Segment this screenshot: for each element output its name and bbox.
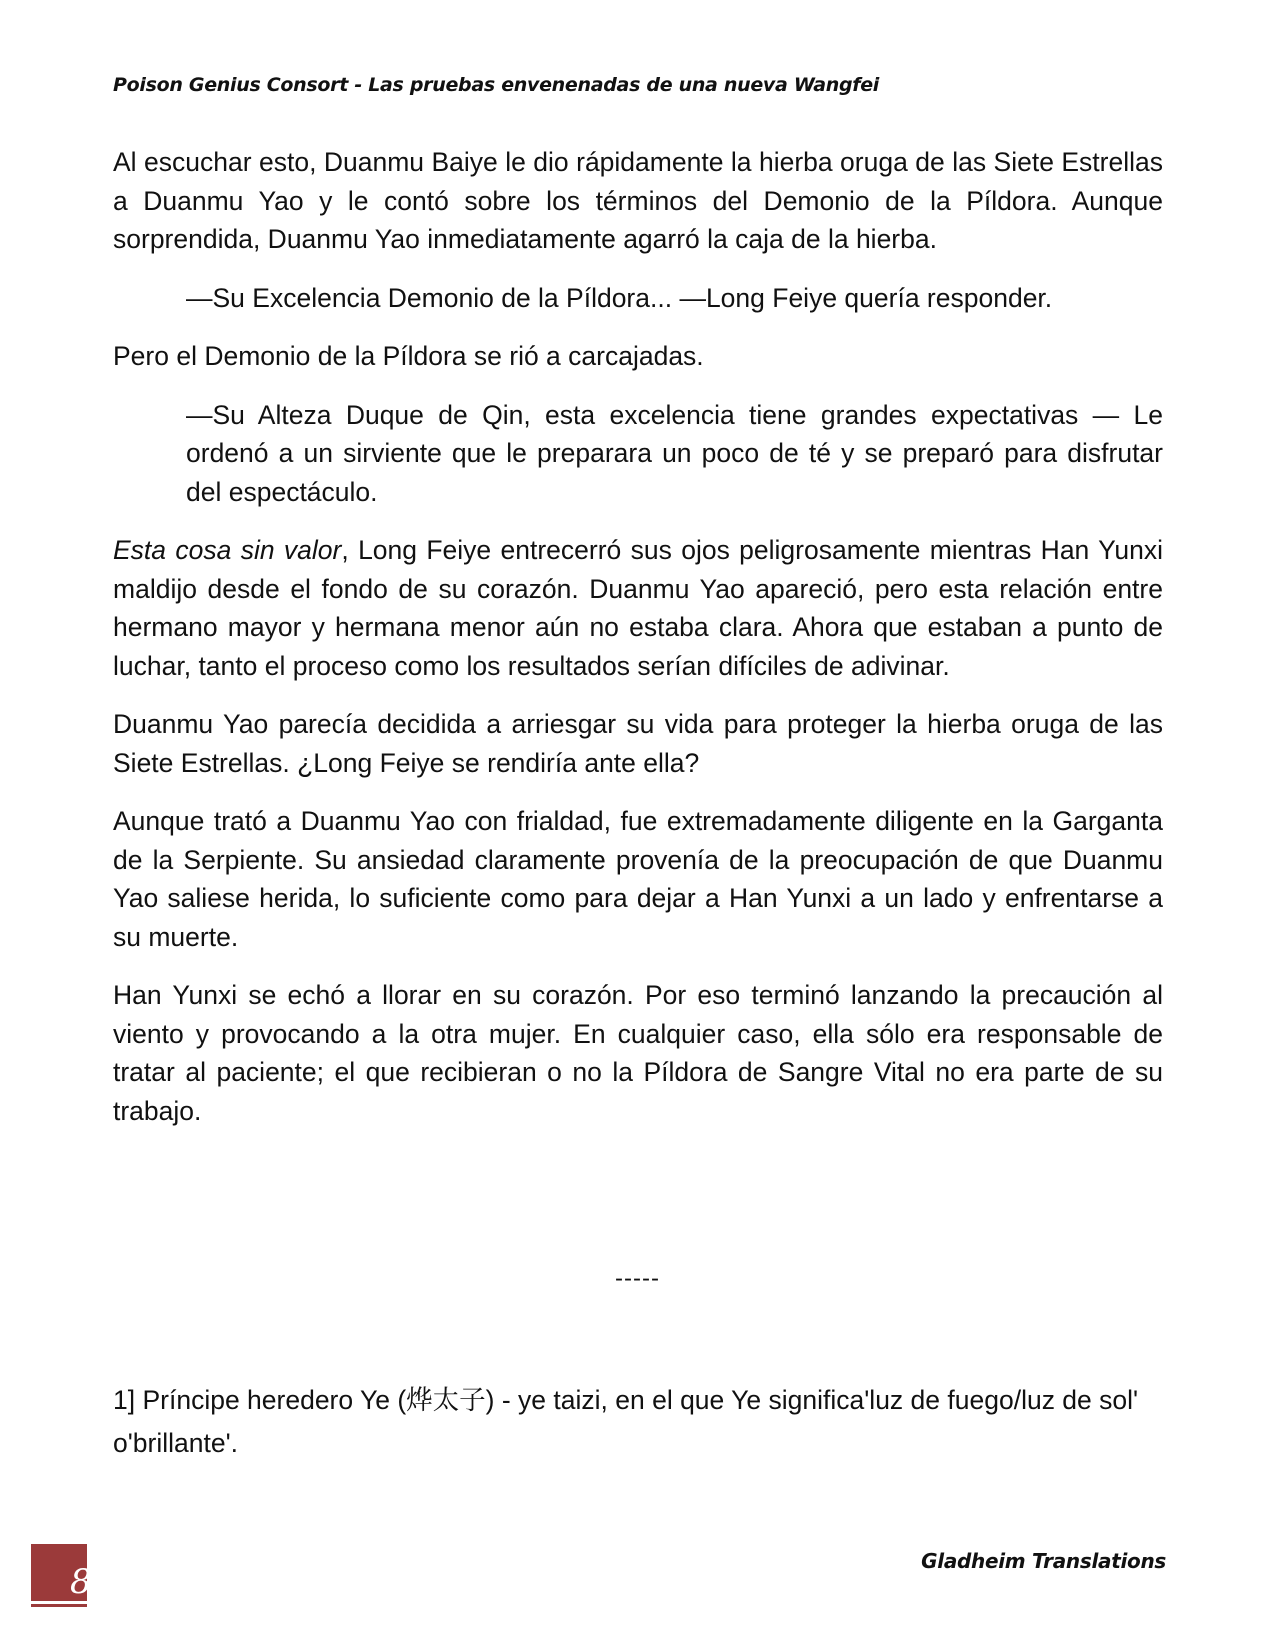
- paragraph-3-text: , Long Feiye entrecerró sus ojos peligrosamente mientras Han Yunxi maldijo desde el fondo de su corazón. Duanmu Yao apareció, pero esta relación entre hermano mayor y hermana menor aún no estaba clara. Ahora que estaban a punto de luchar, tanto el proceso como los resultados serían difíciles de adivinar.: [113, 535, 1163, 681]
- italic-thought: Esta cosa sin valor: [113, 535, 342, 565]
- page-number: 8: [70, 1562, 92, 1602]
- paragraph-4: Duanmu Yao parecía decidida a arriesgar su vida para proteger la hierba oruga de las Siete Estrellas. ¿Long Feiye se rendiría ante ella?: [113, 709, 1163, 778]
- paragraph-2: Pero el Demonio de la Píldora se rió a carcajadas.: [113, 341, 704, 371]
- dialogue-line-2: —Su Alteza Duque de Qin, esta excelencia tiene grandes expectativas — Le ordenó a un sirviente que le preparara un poco de té y se preparó para disfrutar del espectáculo.: [186, 399, 1163, 507]
- page-body: [113, 143, 1163, 1150]
- footnote: 1] Príncipe heredero Ye (烨太子) - ye taizi, en el que Ye significa'luz de fuego/luz de sol' o'brillante'.: [113, 1385, 1139, 1458]
- running-header: Poison Genius Consort - Las pruebas envenenadas de una nueva Wangfei: [113, 74, 880, 96]
- paragraph-1: Al escuchar esto, Duanmu Baiye le dio rápidamente la hierba oruga de las Siete Estrellas a Duanmu Yao y le contó sobre los términos del Demonio de la Píldora. Aunque sorprendida, Duanmu Yao inmediatamente agarró la caja de la hierba.: [113, 147, 1163, 254]
- section-divider: -----: [615, 1265, 660, 1292]
- paragraph-6: Han Yunxi se echó a llorar en su corazón. Por eso terminó lanzando la precaución al viento y provocando a la otra mujer. En cualquier caso, ella sólo era responsable de tratar al paciente; el que recibieran o no la Píldora de Sangre Vital no era parte de su trabajo.: [113, 980, 1163, 1126]
- paragraph-3: [113, 531, 1163, 685]
- dialogue-line-1: —Su Excelencia Demonio de la Píldora... —Long Feiye quería responder.: [186, 282, 1053, 313]
- paragraph-5: Aunque trató a Duanmu Yao con frialdad, fue extremadamente diligente en la Garganta de la Serpiente. Su ansiedad claramente provenía de la preocupación de que Duanmu Yao saliese herida, lo suficiente como para dejar a Han Yunxi a un lado y enfrentarse a su muerte.: [113, 806, 1163, 952]
- footer-brand: Gladheim Translations: [921, 1549, 1166, 1573]
- page-number-underline: [31, 1604, 87, 1607]
